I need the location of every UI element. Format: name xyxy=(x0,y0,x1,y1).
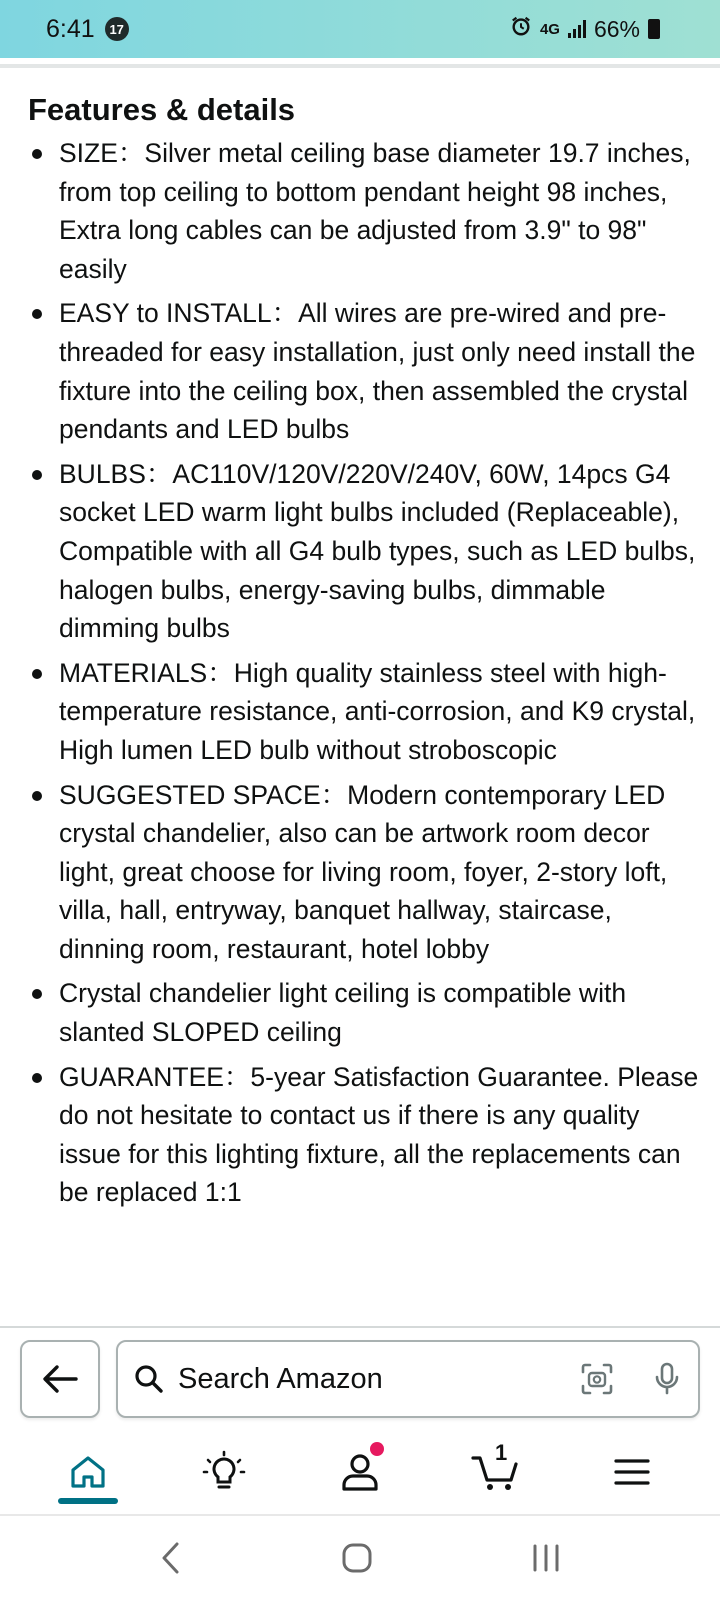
feature-item xyxy=(28,1058,700,1212)
bullet-icon xyxy=(32,1073,42,1083)
bullet-icon xyxy=(32,669,42,679)
status-left xyxy=(46,15,129,44)
home-icon xyxy=(70,1455,106,1489)
bullet-icon xyxy=(32,309,42,319)
nav-menu[interactable] xyxy=(582,1432,682,1512)
feature-text: BULBS：AC110V/120V/220V/240V, 60W, 14pcs G4 socket LED warm light bulbs included (Replaceable), Compatible with all G4 bulb types, such as LED bulbs, halogen bulbs, energy-saving bulbs, dimmable dimming bulbs xyxy=(59,458,696,644)
nav-cart[interactable] xyxy=(446,1432,546,1512)
feature-text: SUGGESTED SPACE：Modern contemporary LED crystal chandelier, also can be artwork room decor light, great choose for living room, foyer, 2-story loft, villa, hall, entryway, banquet hallway, staircase, dinning room, restaurant, hotel lobby xyxy=(59,779,668,964)
status-bar xyxy=(0,0,720,58)
feature-text: GUARANTEE：5-year Satisfaction Guarantee. Please do not hesitate to contact us if there is any quality issue for this lighting fixture, all the replacements can be replaced 1:1 xyxy=(59,1061,699,1208)
top-divider xyxy=(0,64,720,68)
status-right xyxy=(510,15,660,43)
nav-home[interactable] xyxy=(38,1432,138,1512)
feature-item xyxy=(28,294,700,448)
search-box[interactable] xyxy=(116,1340,700,1418)
nav-inspire[interactable] xyxy=(174,1432,274,1512)
system-home-icon[interactable] xyxy=(341,1542,373,1574)
alarm-icon xyxy=(510,15,532,43)
bottom-nav xyxy=(0,1432,720,1512)
battery-level: 66% xyxy=(593,15,640,42)
system-recents-icon[interactable] xyxy=(531,1543,561,1573)
search-icon xyxy=(134,1364,164,1394)
feature-item xyxy=(28,974,700,1051)
signal-icon xyxy=(568,20,586,38)
back-button[interactable] xyxy=(20,1340,100,1418)
bullet-icon xyxy=(32,989,42,999)
feature-item xyxy=(28,455,700,648)
camera-search-icon[interactable] xyxy=(580,1362,614,1396)
system-nav-bar xyxy=(0,1516,720,1600)
features-section xyxy=(28,90,700,1218)
feature-item xyxy=(28,134,700,288)
feature-text: Crystal chandelier light ceiling is compatible with slanted SLOPED ceiling xyxy=(59,978,627,1048)
battery-icon xyxy=(648,19,660,39)
feature-text: MATERIALS：High quality stainless steel with high-temperature resistance, anti-corrosion, and K9 crystal, High lumen LED bulb without stroboscopic xyxy=(59,657,696,765)
notification-dot xyxy=(370,1442,384,1456)
bottom-divider xyxy=(0,1326,720,1328)
feature-text: SIZE：Silver metal ceiling base diameter 19.7 inches, from top ceiling to bottom pendant height 98 inches, Extra long cables can be adjusted from 3.9" to 98" easily xyxy=(59,138,691,284)
bullet-icon xyxy=(32,791,42,801)
search-input[interactable] xyxy=(178,1363,580,1396)
menu-icon xyxy=(614,1458,650,1486)
cart-count-badge: 1 xyxy=(495,1440,508,1465)
feature-text: EASY to INSTALL：All wires are pre-wired and pre-threaded for easy installation, just only need install the fixture into the ceiling box, then assembled the crystal pendants and LED bulbs xyxy=(59,298,696,445)
microphone-icon[interactable] xyxy=(654,1362,680,1396)
feature-item xyxy=(28,776,700,969)
notification-count-badge: 17 xyxy=(105,17,129,41)
arrow-left-icon xyxy=(42,1364,78,1394)
nav-profile[interactable] xyxy=(310,1432,410,1512)
status-time: 6:41 xyxy=(46,14,95,43)
section-title: Features & details xyxy=(28,92,296,127)
features-list xyxy=(28,134,700,1212)
bullet-icon xyxy=(32,149,42,159)
search-row xyxy=(20,1340,700,1418)
lightbulb-icon xyxy=(202,1450,246,1494)
feature-item xyxy=(28,654,700,770)
profile-icon xyxy=(341,1452,379,1492)
system-back-icon[interactable] xyxy=(159,1541,183,1575)
network-type: 4G xyxy=(539,20,560,38)
active-tab-indicator xyxy=(58,1498,118,1504)
bullet-icon xyxy=(32,470,42,480)
